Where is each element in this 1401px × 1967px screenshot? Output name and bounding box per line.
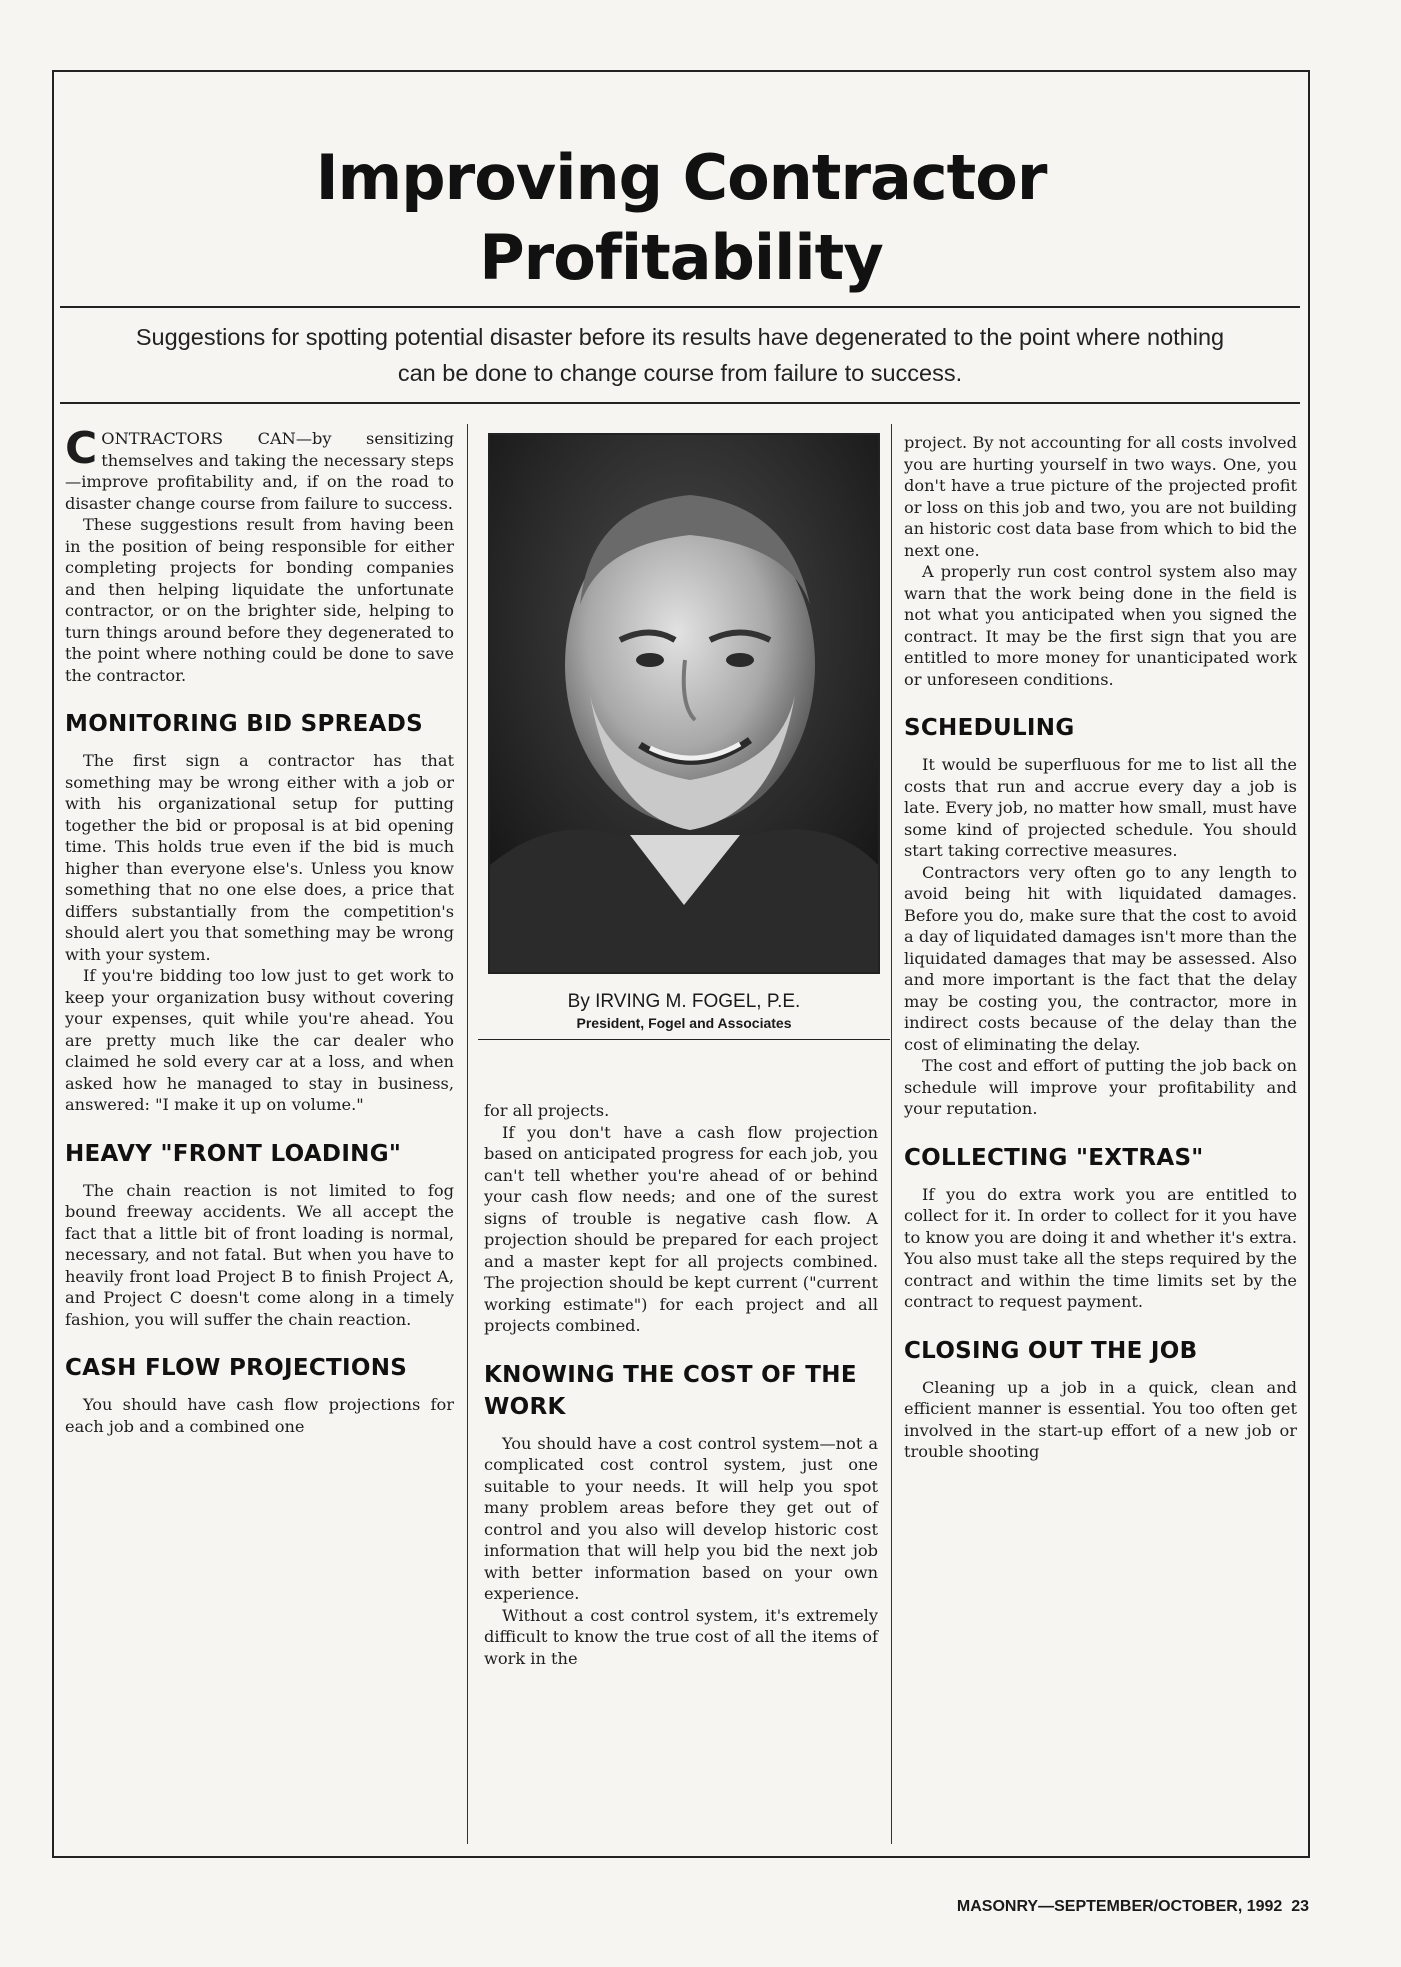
- cost-control-continued: project. By not accounting for all costs involved you are hurting yourself in two ways. One, you don't have a true picture of the projected profit or loss on this job and two, you are not building an historic cost data base from which to bid the next one.: [904, 433, 1297, 560]
- knowing-paragraph-1: You should have a cost control system—not a complicated cost control system, just one suitable to your needs. It will help you spot many problem areas before they get out of control and you also will develop historic cost information that will help you bid the next job with better information based on your own experience.: [484, 1433, 878, 1603]
- heading-cash-flow-projections: CASH FLOW PROJECTIONS: [65, 1355, 408, 1381]
- intro-paragraph-2: These suggestions result from having been in the position of being responsible for either completing projects for bonding companies and then helping liquidate the unfortunate contractor, or on the brighter side, helping to turn things around before they degenerated to the point where nothing could be done to save the contractor.: [65, 515, 454, 685]
- scheduling-paragraph-1: It would be superfluous for me to list all the costs that run and accrue every day a job is late. Every job, no matter how small, must have some kind of projected schedule. You should start taking corrective measures.: [904, 755, 1297, 860]
- title-line-2: Profitability: [479, 221, 883, 294]
- intro-paragraph-1: [65, 423, 454, 514]
- cost-control-paragraph-2: A properly run cost control system also may warn that the work being done in the field is not what you anticipated when you signed the contract. It may be the first sign that you are entitled to more money for unanticipated work or unforeseen conditions.: [904, 562, 1297, 689]
- author-role: President, Fogel and Associates: [576, 1015, 792, 1031]
- title-rule: [60, 306, 1300, 308]
- front-loading-paragraph: The chain reaction is not limited to fog bound freeway accidents. We all accept the fact that a little bit of front loading is normal, necessary, and not fatal. But when you have to heavily front load Project B to finish Project A, and Project C doesn't come along in a timely fashion, you will suffer the chain reaction.: [65, 1180, 454, 1329]
- cash-flow-paragraph-2: If you don't have a cash flow projection based on anticipated progress for each job, you can't tell whether you're ahead of or behind your cash flow needs; and one of the surest signs of trouble is negative cash flow. A projection should be prepared for each project and a master kept for all projects combined. The projection should be kept current ("current working estimate") for each project and all projects combined.: [484, 1122, 878, 1335]
- column-1: [65, 423, 454, 1437]
- closing-paragraph: Cleaning up a job in a quick, clean and efficient manner is essential. You too often get involved in the start-up effort of a new job or trouble shooting: [904, 1377, 1297, 1461]
- caption-rule: [478, 1039, 890, 1040]
- drop-cap: C: [65, 423, 98, 474]
- title-line-1: Improving Contractor: [315, 141, 1047, 214]
- article-subtitle: Suggestions for spotting potential disaster before its results have degenerated to the point where nothing can be done to change course from failure to success.: [135, 324, 1225, 386]
- cash-flow-paragraph-1: You should have cash flow projections for each job and a combined one: [65, 1395, 454, 1436]
- column-3: [904, 432, 1297, 1463]
- article-title: [52, 138, 1310, 298]
- scheduling-paragraph-3: The cost and effort of putting the job back on schedule will improve your profitability and your reputation.: [904, 1056, 1297, 1118]
- author-portrait: [488, 433, 880, 974]
- column-2: [484, 1100, 878, 1669]
- heading-knowing-the-cost: KNOWING THE COST OF THE WORK: [484, 1361, 857, 1420]
- cash-flow-continued: for all projects.: [484, 1101, 610, 1120]
- page-footer: [957, 1898, 1309, 1916]
- heading-monitoring-bid-spreads: MONITORING BID SPREADS: [65, 711, 423, 737]
- intro-text: ONTRACTORS CAN—by sensitizing themselves and taking the necessary steps—improve profitability and, if on the road to disaster change course from failure to success.: [65, 429, 454, 513]
- monitoring-paragraph-2: If you're bidding too low just to get work to keep your organization busy without covering your expenses, quit while you're ahead. You are pretty much like the car dealer who claimed he sold every car at a loss, and when asked how he managed to stay in business, answered: "I make it up on volume.": [65, 966, 454, 1114]
- author-byline: By IRVING M. FOGEL, P.E.: [567, 991, 801, 1012]
- footer-masthead: MASONRY—SEPTEMBER/OCTOBER, 1992: [956, 1898, 1283, 1915]
- portrait-photo-image: [490, 435, 878, 972]
- extras-paragraph: If you do extra work you are entitled to collect for it. In order to collect for it you have to know you are doing it and whether it's extra. You also must take all the steps required by the contract and within the time limits set by the contract to request payment.: [904, 1184, 1297, 1311]
- scheduling-paragraph-2: Contractors very often go to any length to avoid being hit with liquidated damages. Before you do, make sure that the cost to avoid a day of liquidated damages isn't more than the liquidated damages that may be assessed. Also and more important is the fact that the delay may be costing you, the contractor, more in indirect costs because of the delay than the cost of eliminating the delay.: [904, 862, 1297, 1054]
- heading-scheduling: SCHEDULING: [904, 715, 1075, 741]
- author-caption: [478, 990, 890, 1032]
- heading-heavy-front-loading: HEAVY "FRONT LOADING": [65, 1140, 402, 1167]
- monitoring-paragraph-1: The first sign a contractor has that something may be wrong either with a job or with his organizational setup for putting together the bid or proposal is at bid opening time. This holds true even if the bid is much higher than everyone else's. Unless you know something that no one else does, a price that differs substantially from the competition's should alert you that something may be wrong with your system.: [65, 751, 454, 964]
- subtitle-rule: [60, 402, 1300, 404]
- page-number: 23: [1291, 1898, 1309, 1915]
- column-divider-1: [467, 424, 468, 1844]
- knowing-paragraph-2: Without a cost control system, it's extremely difficult to know the true cost of all the items of work in the: [484, 1605, 878, 1668]
- heading-collecting-extras: COLLECTING "EXTRAS": [904, 1144, 1204, 1171]
- heading-closing-out-the-job: CLOSING OUT THE JOB: [904, 1337, 1198, 1364]
- column-divider-2: [891, 424, 892, 1844]
